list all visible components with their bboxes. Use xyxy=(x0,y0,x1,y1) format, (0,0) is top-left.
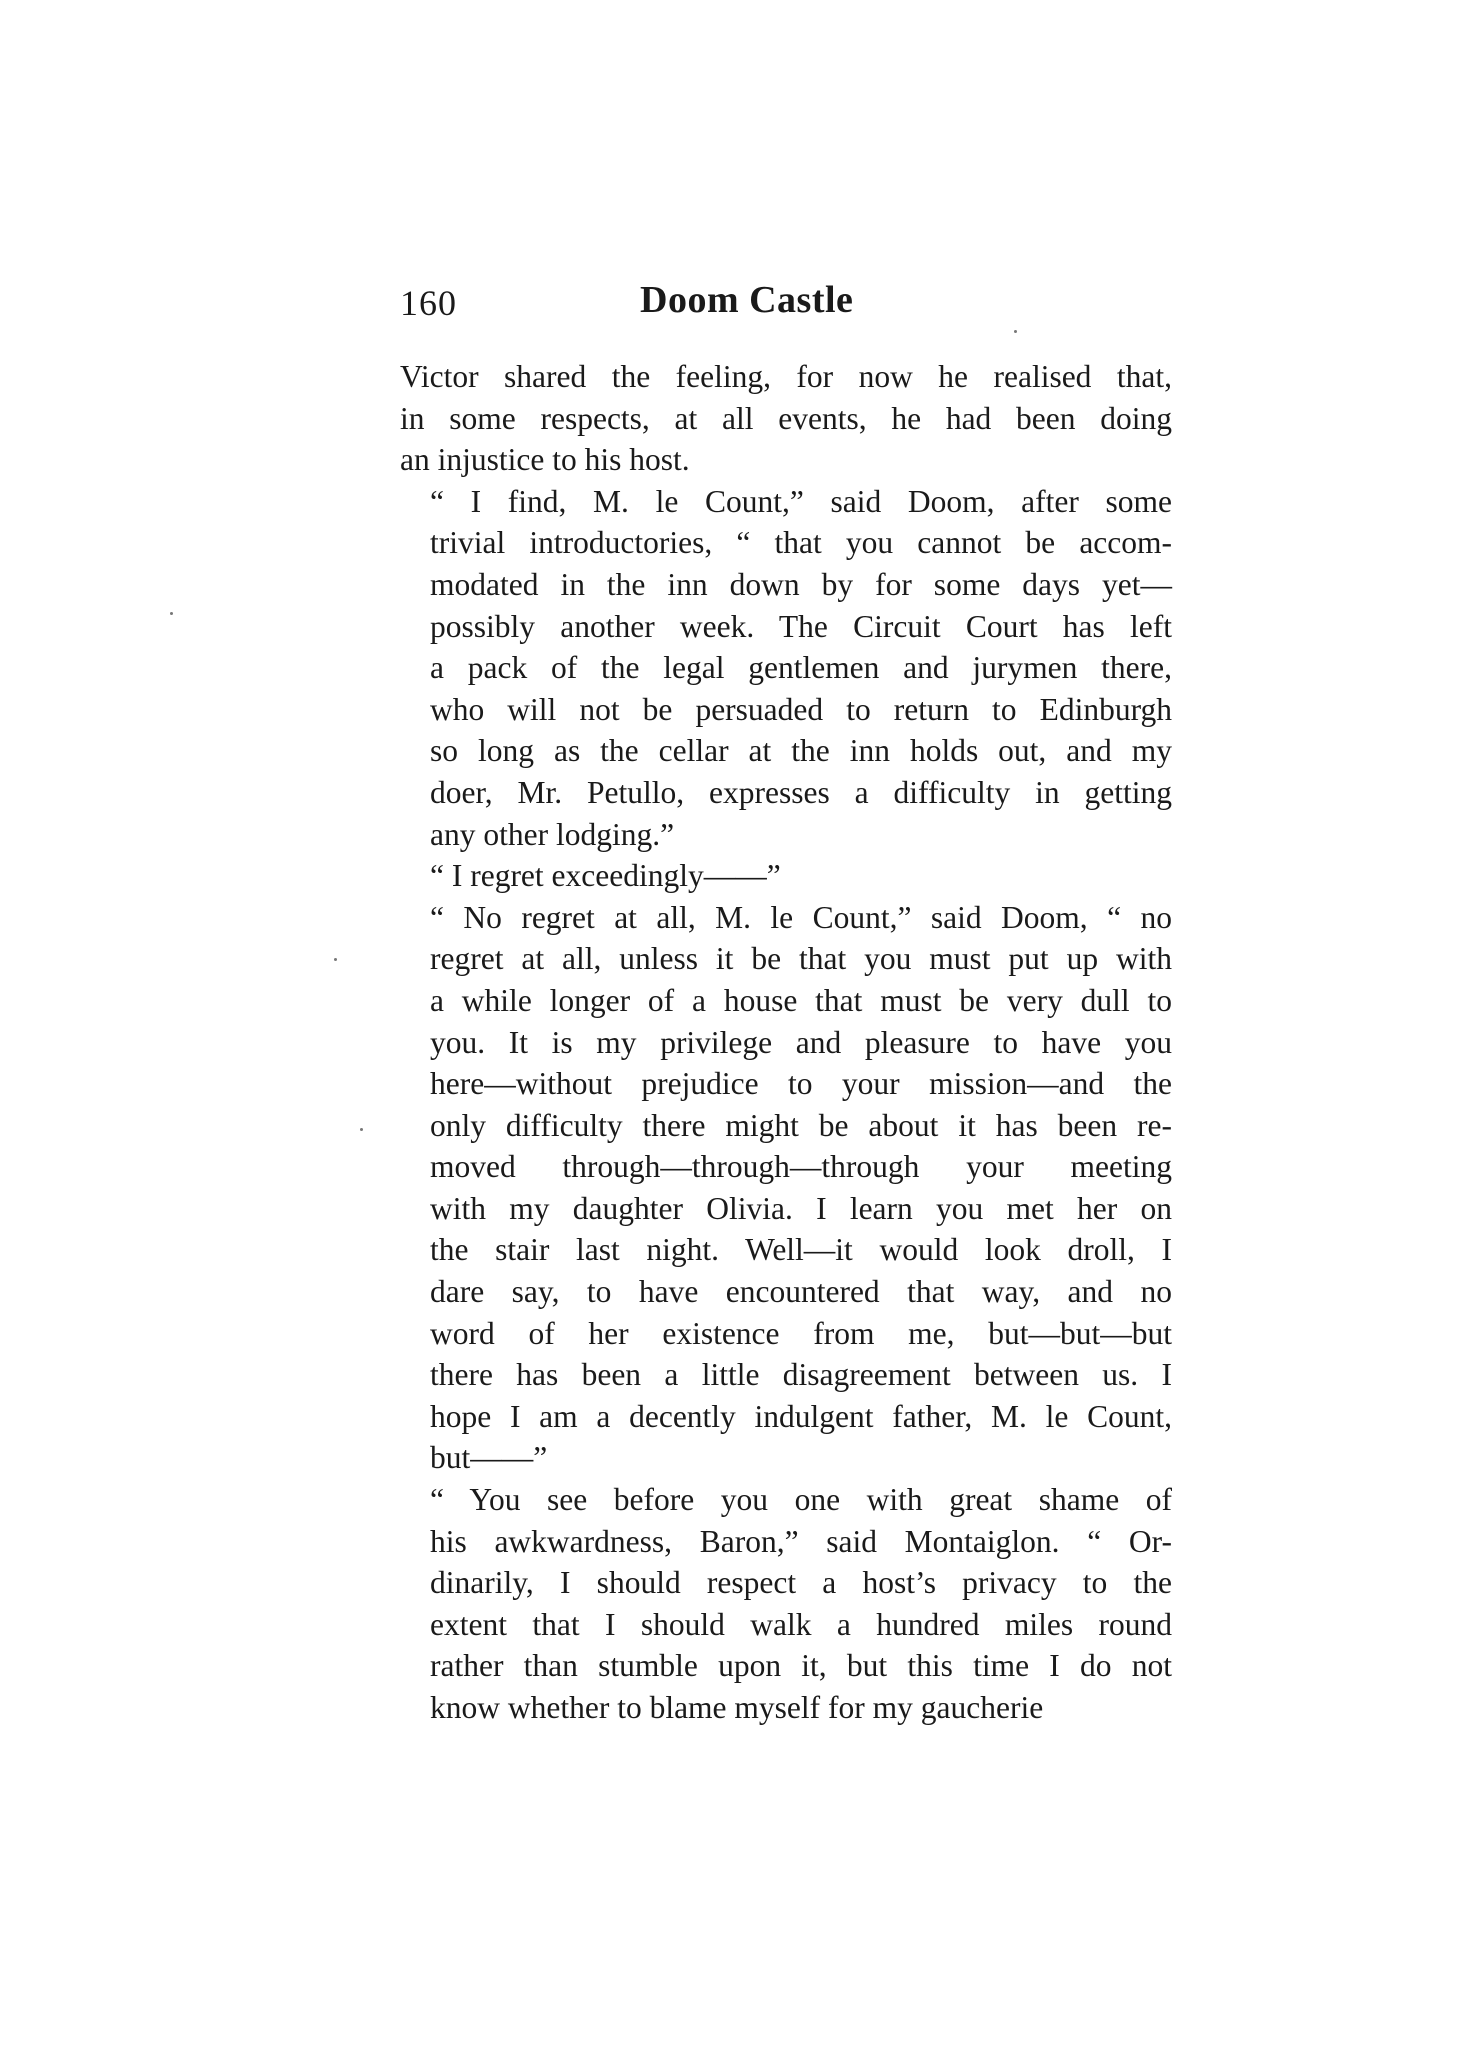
text-line: in some respects, at all events, he had been doing xyxy=(400,400,1172,436)
body-text xyxy=(400,356,1172,1729)
text-line: know whether to blame myself for my gaucherie xyxy=(430,1690,1044,1725)
text-line: “ I regret exceedingly——” xyxy=(430,858,781,894)
text-line: but——” xyxy=(430,1440,548,1476)
text-line: any other lodging.” xyxy=(430,816,675,852)
text-line: only difficulty there might be about it has been re- xyxy=(430,1107,1172,1143)
text-line: rather than stumble upon it, but this time I do not xyxy=(430,1648,1172,1684)
text-line: trivial introductories, “ that you cannot be accom- xyxy=(430,525,1172,561)
scan-speck xyxy=(170,612,173,615)
text-line: there has been a little disagreement between us. I xyxy=(430,1357,1172,1393)
text-line: a pack of the legal gentlemen and jurymen there, xyxy=(430,650,1172,686)
text-line: so long as the cellar at the inn holds out, and my xyxy=(430,733,1172,769)
text-line: word of her existence from me, but—but—but xyxy=(430,1315,1172,1351)
page-number: 160 xyxy=(400,283,457,323)
text-line: here—without prejudice to your mission—and the xyxy=(430,1066,1172,1102)
paragraph xyxy=(400,356,1172,481)
text-line: “ No regret at all, M. le Count,” said Doom, “ no xyxy=(430,899,1172,935)
text-line: regret at all, unless it be that you must put up with xyxy=(430,941,1172,977)
text-line: extent that I should walk a hundred miles round xyxy=(430,1606,1172,1642)
text-line: moved through—through—through your meeting xyxy=(430,1149,1172,1185)
text-line: doer, Mr. Petullo, expresses a difficulty in getting xyxy=(430,774,1172,810)
paragraph xyxy=(400,481,1172,855)
scan-speck xyxy=(334,958,337,961)
text-line: his awkwardness, Baron,” said Montaiglon. “ Or- xyxy=(430,1523,1172,1559)
text-line: who will not be persuaded to return to Edinburgh xyxy=(430,691,1172,727)
book-page xyxy=(400,278,1172,1729)
text-line: hope I am a decently indulgent father, M. le Count, xyxy=(430,1398,1172,1434)
paragraph xyxy=(400,897,1172,1479)
running-title: Doom Castle xyxy=(640,279,854,321)
text-line: with my daughter Olivia. I learn you met her on xyxy=(430,1190,1172,1226)
text-line: a while longer of a house that must be very dull to xyxy=(430,982,1172,1018)
text-line: the stair last night. Well—it would look droll, I xyxy=(430,1232,1172,1268)
text-line: modated in the inn down by for some days yet— xyxy=(430,566,1172,602)
text-line: an injustice to his host. xyxy=(400,442,690,478)
text-line: “ You see before you one with great shame of xyxy=(430,1482,1172,1518)
scan-speck xyxy=(1014,330,1017,333)
text-line: possibly another week. The Circuit Court has left xyxy=(430,608,1172,644)
scan-speck xyxy=(360,1128,363,1131)
paragraph xyxy=(400,1479,1172,1729)
page-header xyxy=(400,278,1172,328)
text-line: Victor shared the feeling, for now he realised that, xyxy=(400,359,1172,394)
text-line: “ I find, M. le Count,” said Doom, after some xyxy=(430,483,1172,519)
text-line: dinarily, I should respect a host’s privacy to the xyxy=(430,1565,1172,1601)
text-line: you. It is my privilege and pleasure to have you xyxy=(430,1024,1172,1060)
paragraph xyxy=(400,855,1172,897)
text-line: dare say, to have encountered that way, and no xyxy=(430,1274,1172,1310)
